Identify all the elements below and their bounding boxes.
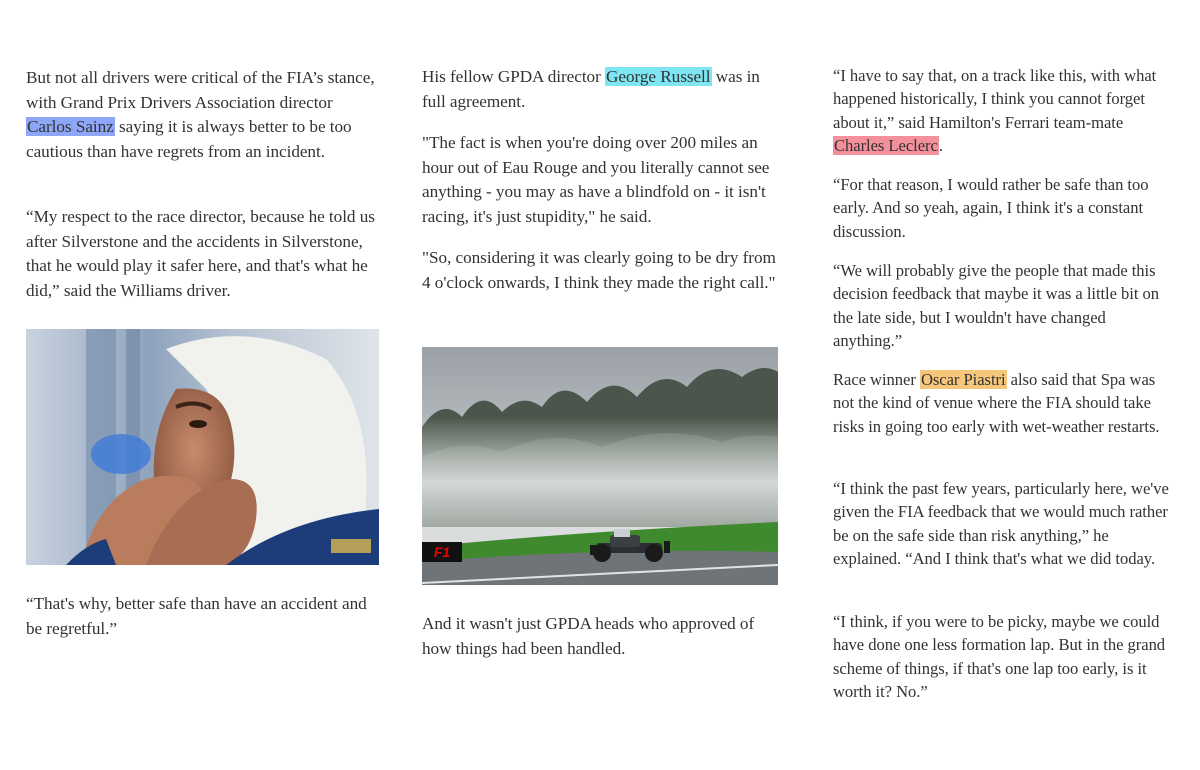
paragraph-piastri-quote-2: “I think, if you were to be picky, maybe we could have done one less formation lap. But in the grand scheme of things, if that's one lap too early, is it worth it? No.” <box>833 612 1166 702</box>
paragraph-text: His fellow GPDA director <box>422 67 606 86</box>
paragraph-text: was in full agreement. <box>422 67 760 111</box>
paragraph-russell-intro <box>422 65 780 114</box>
paragraph-piastri-intro <box>833 368 1178 438</box>
paragraph-leclerc-quote <box>833 64 1178 158</box>
paragraph-gpda-approval: And it wasn't just GPDA heads who approved of how things had been handled. <box>422 614 755 658</box>
highlight-carlos-sainz[interactable]: Carlos Sainz <box>27 117 114 137</box>
paragraph-text: also said that Spa was not the kind of venue where the FIA should take risks in going too early with wet-weather restarts. <box>833 370 1160 436</box>
paragraph-sainz-quote-2: “That's why, better safe than have an accident and be regretful.” <box>26 594 367 638</box>
wet-race-photo <box>422 347 778 585</box>
paragraph-sainz-quote-1: “My respect to the race director, because he told us after Silverstone and the accidents in Silverstone, that he would play it safer here, and that's what he did,” said the Williams driver. <box>26 207 375 300</box>
highlight-oscar-piastri[interactable]: Oscar Piastri <box>920 370 1006 389</box>
paragraph-text: But not all drivers were critical of the FIA’s stance, with Grand Prix Drivers Association director <box>26 68 375 112</box>
paragraph-text: saying it is always better to be too cautious than have regrets from an incident. <box>26 117 352 161</box>
paragraph-piastri-quote-1: “I think the past few years, particularly here, we've given the FIA feedback that we would much rather be on the safe side than risk anything,” he explained. “And I think that's what we did today. <box>833 479 1169 569</box>
paragraph-leclerc-quote-2: “For that reason, I would rather be safe than too early. And so yeah, again, I think it's a constant discussion. <box>833 175 1149 241</box>
paragraph-russell-quote-1: "The fact is when you're doing over 200 miles an hour out of Eau Rouge and you literally cannot see anything - you may as have a blindfold on - it isn't racing, it's just stupidity," he said. <box>422 133 770 226</box>
paragraph-sainz-intro <box>26 66 382 164</box>
highlight-charles-leclerc[interactable]: Charles Leclerc <box>834 136 938 156</box>
paragraph-text: “I have to say that, on a track like this, with what happened historically, I think you cannot forget about it,” said Hamilton's Ferrari team-mate <box>833 66 1157 132</box>
carlos-sainz-photo <box>26 329 379 565</box>
paragraph-russell-quote-2: "So, considering it was clearly going to be dry from 4 o'clock onwards, I think they made the right call." <box>422 248 776 292</box>
paragraph-text: . <box>938 136 943 156</box>
highlight-george-russell[interactable]: George Russell <box>606 67 711 86</box>
paragraph-leclerc-quote-3: “We will probably give the people that made this decision feedback that maybe it was a little bit on the late side, but I wouldn't have changed anything.” <box>833 261 1159 351</box>
f1-logo: F1 <box>433 544 451 560</box>
paragraph-text: Race winner <box>833 370 920 389</box>
